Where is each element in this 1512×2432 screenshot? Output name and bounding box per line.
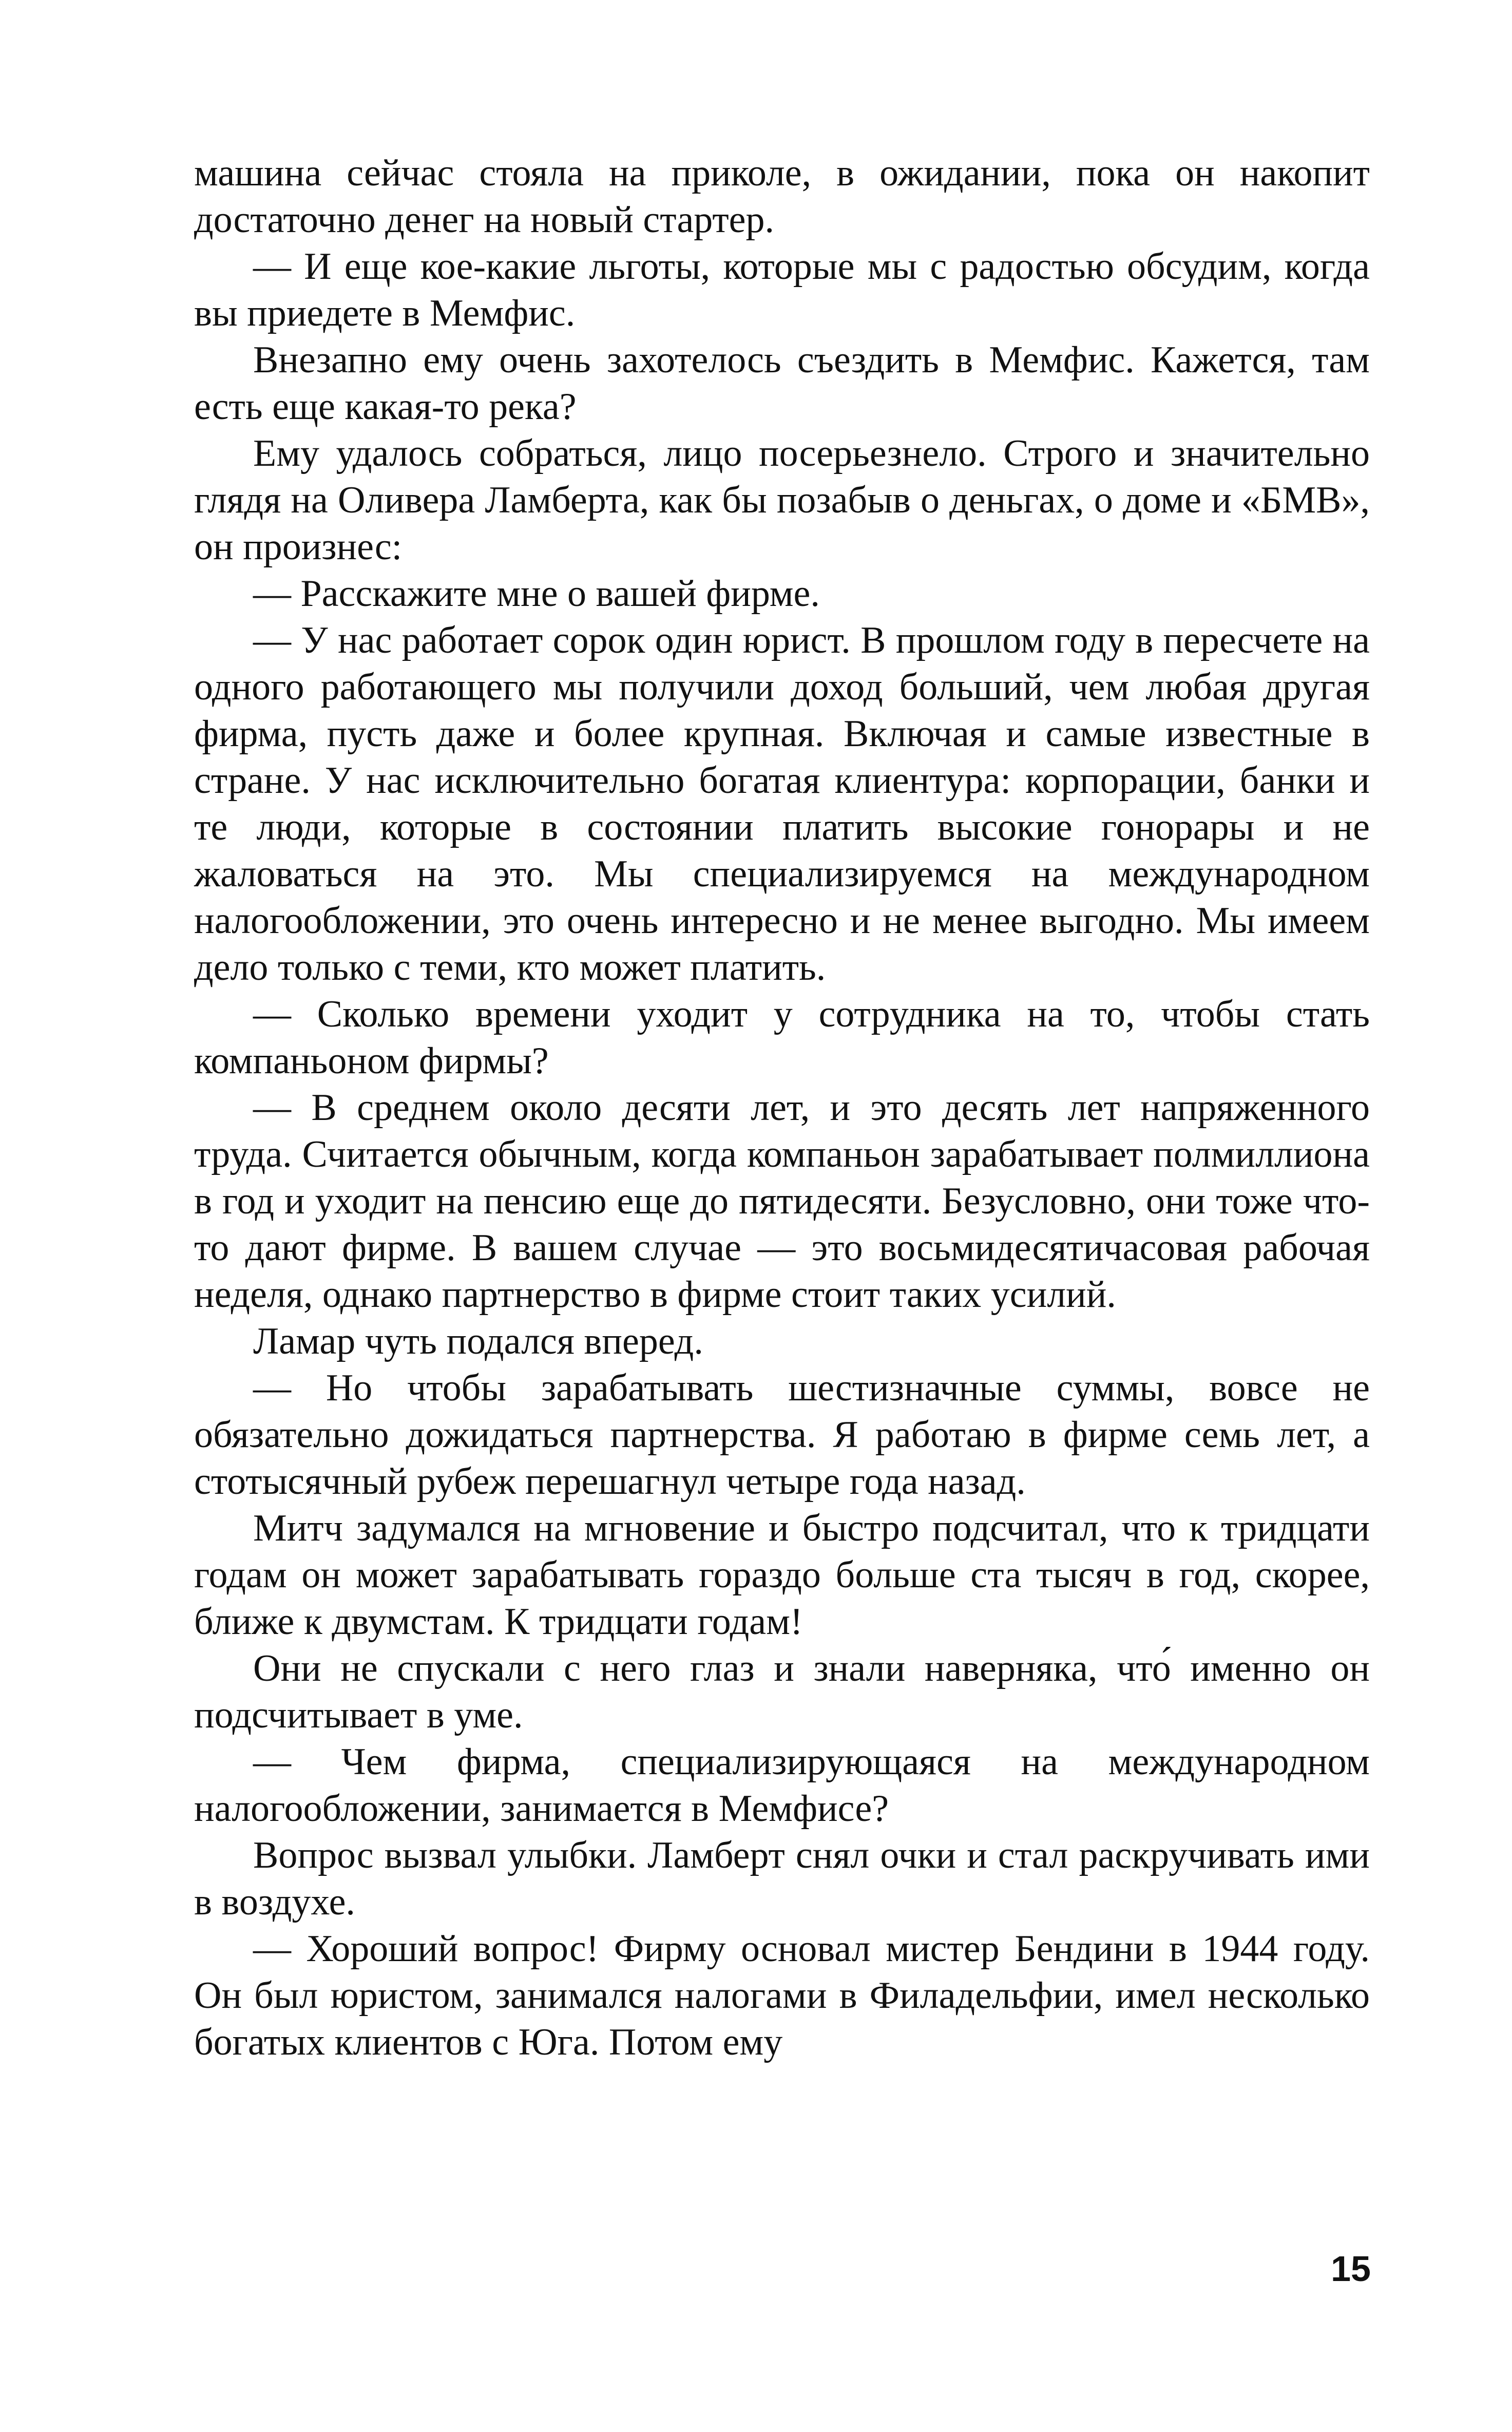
paragraph-dialogue: — В среднем около десяти лет, и это десять лет напряженного труда. Считается обычным, когда компаньон зарабатывает полмиллиона в год и уходит на пенсию еще до пятидесяти. Безусловно, они тоже что-то дают фирме. В вашем случае — это восьмидесятичасовая рабочая неделя, однако партнерство в фирме стоит таких усилий. [194,1087,1370,1316]
paragraph-continuation: машина сейчас стояла на приколе, в ожидании, пока он накопит достаточно денег на новый стартер. [194,152,1370,241]
paragraph: Они не спускали с него глаз и знали наверняка, что́ именно он подсчитывает в уме. [194,1647,1370,1736]
paragraph: Вопрос вызвал улыбки. Ламберт снял очки и стал раскручивать ими в воздухе. [194,1834,1370,1923]
paragraph-dialogue: — Хороший вопрос! Фирму основал мистер Бендини в 1944 году. Он был юристом, занимался налогами в Филадельфии, имел несколько богатых клиентов с Юга. Потом ему [194,1928,1370,2063]
page-body-text [194,150,1370,2066]
paragraph: Ему удалось собраться, лицо посерьезнело. Строго и значительно глядя на Оливера Ламберта, как бы позабыв о деньгах, о доме и «БМВ», он произнес: [194,432,1370,568]
page-number: 15 [1331,2249,1371,2289]
paragraph: Митч задумался на мгновение и быстро подсчитал, что к тридцати годам он может зарабатывать гораздо больше ста тысяч в год, скорее, ближе к двумстам. К тридцати годам! [194,1507,1370,1643]
paragraph-dialogue: — И еще кое-какие льготы, которые мы с радостью обсудим, когда вы приедете в Мемфис. [194,245,1370,334]
paragraph-dialogue: — Расскажите мне о вашей фирме. [253,573,820,615]
paragraph: Внезапно ему очень захотелось съездить в Мемфис. Кажется, там есть еще какая-то река? [194,339,1370,428]
paragraph-dialogue: — Сколько времени уходит у сотрудника на то, чтобы стать компаньоном фирмы? [194,993,1370,1082]
paragraph-dialogue: — Но чтобы зарабатывать шестизначные суммы, вовсе не обязательно дожидаться партнерства. Я работаю в фирме семь лет, а стотысячный рубеж перешагнул четыре года назад. [194,1367,1370,1503]
paragraph-dialogue: — Чем фирма, специализирующаяся на международном налогообложении, занимается в Мемфисе? [194,1741,1370,1830]
paragraph-dialogue: — У нас работает сорок один юрист. В прошлом году в пересчете на одного работающего мы получили доход больший, чем любая другая фирма, пусть даже и более крупная. Включая и самые известные в стране. У нас исключительно богатая клиентура: корпорации, банки и те люди, которые в состоянии платить высокие гонорары и не жаловаться на это. Мы специализируемся на международном налогообложении, это очень интересно и не менее выгодно. Мы имеем дело только с теми, кто может платить. [194,619,1370,989]
paragraph: Ламар чуть подался вперед. [253,1320,703,1362]
